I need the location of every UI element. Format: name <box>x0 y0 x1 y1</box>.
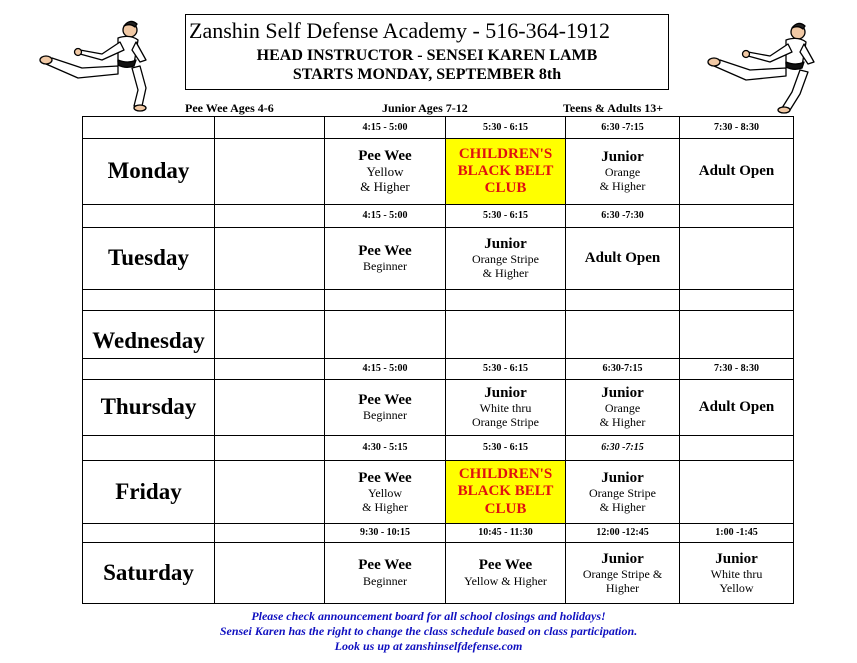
class-name: Junior <box>601 550 644 567</box>
class-level: & Higher <box>362 499 408 514</box>
adult-open-cell: Adult Open <box>680 139 794 205</box>
class-name: Junior <box>715 550 758 567</box>
time-cell: 7:30 - 8:30 <box>680 117 794 139</box>
day-label-friday: Friday <box>83 461 215 524</box>
time-row-thursday <box>83 359 794 380</box>
class-name: Junior <box>601 385 644 402</box>
class-cell <box>446 228 566 290</box>
time-cell: 5:30 - 6:15 <box>446 359 566 380</box>
day-label-saturday: Saturday <box>83 543 215 604</box>
time-cell: 5:30 - 6:15 <box>446 205 566 228</box>
class-level: Yellow <box>719 580 754 595</box>
class-row-thursday <box>83 380 794 436</box>
class-name: Junior <box>484 236 527 253</box>
age-label-teens-adults: Teens & Adults 13+ <box>563 101 664 115</box>
class-level: Orange Stripe <box>472 252 539 267</box>
adult-open-cell: Adult Open <box>566 228 680 290</box>
day-label-monday: Monday <box>83 139 215 205</box>
time-cell: 9:30 - 10:15 <box>325 524 446 543</box>
class-name: Pee Wee <box>358 242 412 259</box>
time-cell: 12:00 -12:45 <box>566 524 680 543</box>
time-cell: 4:30 - 5:15 <box>325 436 446 461</box>
karate-kicker-right-illustration <box>700 16 830 116</box>
club-line: CLUB <box>484 180 527 197</box>
class-row-friday <box>83 461 794 524</box>
class-schedule-table <box>82 116 794 604</box>
time-cell: 5:30 - 6:15 <box>446 436 566 461</box>
class-level: White thru <box>710 566 763 581</box>
club-line: CLUB <box>484 500 527 517</box>
time-cell: 10:45 - 11:30 <box>446 524 566 543</box>
class-cell <box>566 543 680 604</box>
class-name: Pee Wee <box>478 557 533 574</box>
class-level: Yellow <box>367 485 403 500</box>
time-cell: 7:30 - 8:30 <box>680 359 794 380</box>
time-row-wednesday <box>83 290 794 311</box>
time-cell: 4:15 - 5:00 <box>325 205 446 228</box>
time-row-saturday <box>83 524 794 543</box>
class-row-wednesday <box>83 311 794 359</box>
class-level: Orange Stripe <box>589 485 656 500</box>
time-cell: 1:00 -1:45 <box>680 524 794 543</box>
footer-closings-note: Please check announcement board for all school closings and holidays! <box>251 609 606 623</box>
club-line: CHILDREN'S <box>458 145 553 162</box>
class-name: Pee Wee <box>358 557 412 574</box>
class-name: Junior <box>601 149 644 166</box>
adult-open-cell: Adult Open <box>680 380 794 436</box>
class-cell <box>325 543 446 604</box>
time-row-friday <box>83 436 794 461</box>
class-level: Orange Stripe <box>472 415 539 430</box>
class-cell <box>325 139 446 205</box>
time-cell: 4:15 - 5:00 <box>325 117 446 139</box>
day-label-thursday: Thursday <box>83 380 215 436</box>
time-cell: 6:30 -7:15 <box>566 436 680 461</box>
time-row-monday <box>83 117 794 139</box>
black-belt-club-cell <box>446 139 566 205</box>
class-cell <box>566 461 680 524</box>
class-cell <box>446 380 566 436</box>
start-date-line: STARTS MONDAY, SEPTEMBER 8th <box>292 66 562 83</box>
footer-schedule-note: Sensei Karen has the right to change the class schedule based on class participation. <box>219 624 638 638</box>
footer-website-note: Look us up at zanshinselfdefense.com <box>334 639 523 653</box>
class-level: & Higher <box>482 266 529 281</box>
class-level: Yellow & Higher <box>464 573 547 588</box>
class-name: Pee Wee <box>358 391 412 408</box>
class-name: Pee Wee <box>358 147 412 164</box>
class-level: & Higher <box>599 179 646 194</box>
time-cell: 6:30-7:15 <box>566 359 680 380</box>
class-level: Beginner <box>363 408 407 423</box>
class-level: Beginner <box>363 573 407 588</box>
class-name: Pee Wee <box>358 469 412 486</box>
black-belt-club-cell <box>446 461 566 524</box>
class-level: & Higher <box>599 499 646 514</box>
time-cell: 5:30 - 6:15 <box>446 117 566 139</box>
class-level: & Higher <box>599 415 646 430</box>
class-level: Yellow <box>366 164 404 180</box>
class-cell <box>566 380 680 436</box>
time-cell: 6:30 -7:30 <box>566 205 680 228</box>
time-cell: 4:15 - 5:00 <box>325 359 446 380</box>
class-cell <box>325 228 446 290</box>
class-cell <box>325 461 446 524</box>
karate-kicker-left-illustration <box>32 12 162 112</box>
class-row-monday <box>83 139 794 205</box>
age-label-junior: Junior Ages 7-12 <box>382 101 468 115</box>
class-name: Junior <box>484 385 527 402</box>
class-row-saturday <box>83 543 794 604</box>
class-level: Orange <box>604 165 641 180</box>
class-level: Orange Stripe & <box>582 566 663 581</box>
club-line: CHILDREN'S <box>458 466 553 483</box>
club-line: BLACK BELT <box>457 483 554 500</box>
class-level: & Higher <box>360 179 410 195</box>
class-level: Higher <box>605 580 640 595</box>
academy-title: Zanshin Self Defense Academy - 516-364-1912 <box>189 18 610 43</box>
club-line: BLACK BELT <box>457 162 554 179</box>
class-level: Beginner <box>363 259 407 274</box>
class-cell <box>680 543 794 604</box>
day-label-wednesday: Wednesday <box>83 311 215 359</box>
age-label-pee-wee: Pee Wee Ages 4-6 <box>185 101 274 115</box>
time-cell: 6:30 -7:15 <box>566 117 680 139</box>
day-label-tuesday: Tuesday <box>83 228 215 290</box>
class-cell <box>446 543 566 604</box>
class-cell <box>325 380 446 436</box>
class-level: White thru <box>479 401 532 416</box>
class-level: Orange <box>604 401 641 416</box>
class-cell <box>566 139 680 205</box>
class-name: Junior <box>601 469 644 486</box>
time-row-tuesday <box>83 205 794 228</box>
head-instructor-line: HEAD INSTRUCTOR - SENSEI KAREN LAMB <box>256 47 598 64</box>
class-row-tuesday <box>83 228 794 290</box>
